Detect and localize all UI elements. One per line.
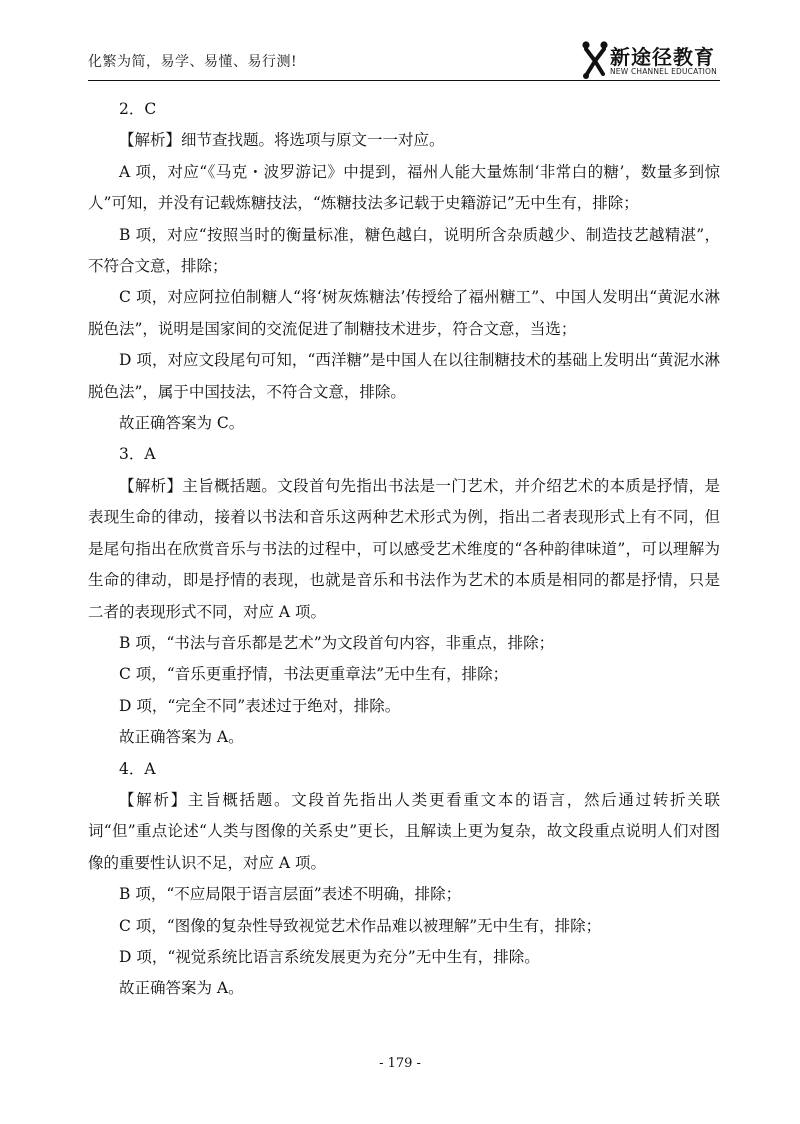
answer-number: 3．A <box>119 445 156 464</box>
x-person-logo-icon <box>582 40 608 80</box>
option-analysis: B 项，对应“按照当时的衡量标准，糖色越白，说明所含杂质越少、制造技艺越精湛”，不符合文意，排除； <box>88 225 720 276</box>
answer-explanations <box>88 94 720 1005</box>
option-analysis: B 项，“书法与音乐都是艺术”为文段首句内容，非重点，排除； <box>119 633 555 652</box>
logo-english-name: NEW CHANNEL EDUCATION <box>610 67 717 76</box>
option-analysis: D 项，“完全不同”表述过于绝对，排除。 <box>119 696 401 715</box>
correct-answer: 故正确答案为 A。 <box>119 728 244 747</box>
correct-answer: 故正确答案为 C。 <box>119 414 245 433</box>
answer-number: 4．A <box>119 759 156 778</box>
option-analysis: D 项，“视觉系统比语言系统发展更为充分”无中生有，排除。 <box>119 947 540 966</box>
page-number: - 179 - <box>379 1056 421 1071</box>
option-analysis: C 项，“音乐更重抒情，书法更重章法”无中生有，排除； <box>119 665 509 684</box>
option-analysis: C 项，对应阿拉伯制糖人“将‘树灰炼糖法’传授给了福州糖工”、中国人发明出“黄泥水淋脱色法”，说明是国家间的交流促进了制糖技术进步，符合文意，当选； <box>88 288 720 338</box>
header-slogan: 化繁为简，易学、易懂、易行测! <box>88 54 298 70</box>
analysis-paragraph: 【解析】主旨概括题。文段首句先指出书法是一门艺术，并介绍艺术的本质是抒情，是表现生命的律动，接着以书法和音乐这两种艺术形式为例，指出二者表现形式上有不同，但是尾句指出在欣赏音乐与书法的过程中，可以感受艺术维度的“各种韵律味道”，可以理解为生命的律动，即是抒情的表现，也就是音乐和书法作为艺术的本质是相同的都是抒情，只是二者的表现形式不同，对应 A 项。 <box>88 476 720 621</box>
option-analysis: A 项，对应“《马克・波罗游记》中提到，福州人能大量炼制‘非常白的糖’，数量多到惊人”可知，并没有记载炼糖技法，“炼糖技法多记载于史籍游记”无中生有，排除； <box>88 162 720 213</box>
analysis-paragraph: 【解析】主旨概括题。文段首先指出人类更看重文本的语言，然后通过转折关联词“但”重点论述“人类与图像的关系史”更长，且解读上更为复杂，故文段重点说明人们对图像的重要性认识不足，对应 A 项。 <box>88 790 720 872</box>
page-header <box>88 40 720 80</box>
answer-number: 2．C <box>119 100 157 118</box>
option-analysis: D 项，对应文段尾句可知，“西洋糖”是中国人在以往制糖技术的基础上发明出“黄泥水淋脱色法”，属于中国技法，不符合文意，排除。 <box>88 351 720 401</box>
correct-answer: 故正确答案为 A。 <box>119 979 244 998</box>
option-analysis: B 项，“不应局限于语言层面”表述不明确，排除； <box>119 885 462 904</box>
logo-chinese-name: 新途径教育 <box>610 45 715 69</box>
header-divider <box>88 80 720 81</box>
analysis-paragraph: 【解析】细节查找题。将选项与原文一一对应。 <box>119 131 445 150</box>
option-analysis: C 项，“图像的复杂性导致视觉艺术作品难以被理解”无中生有，排除； <box>119 916 602 935</box>
brand-logo <box>582 40 720 80</box>
